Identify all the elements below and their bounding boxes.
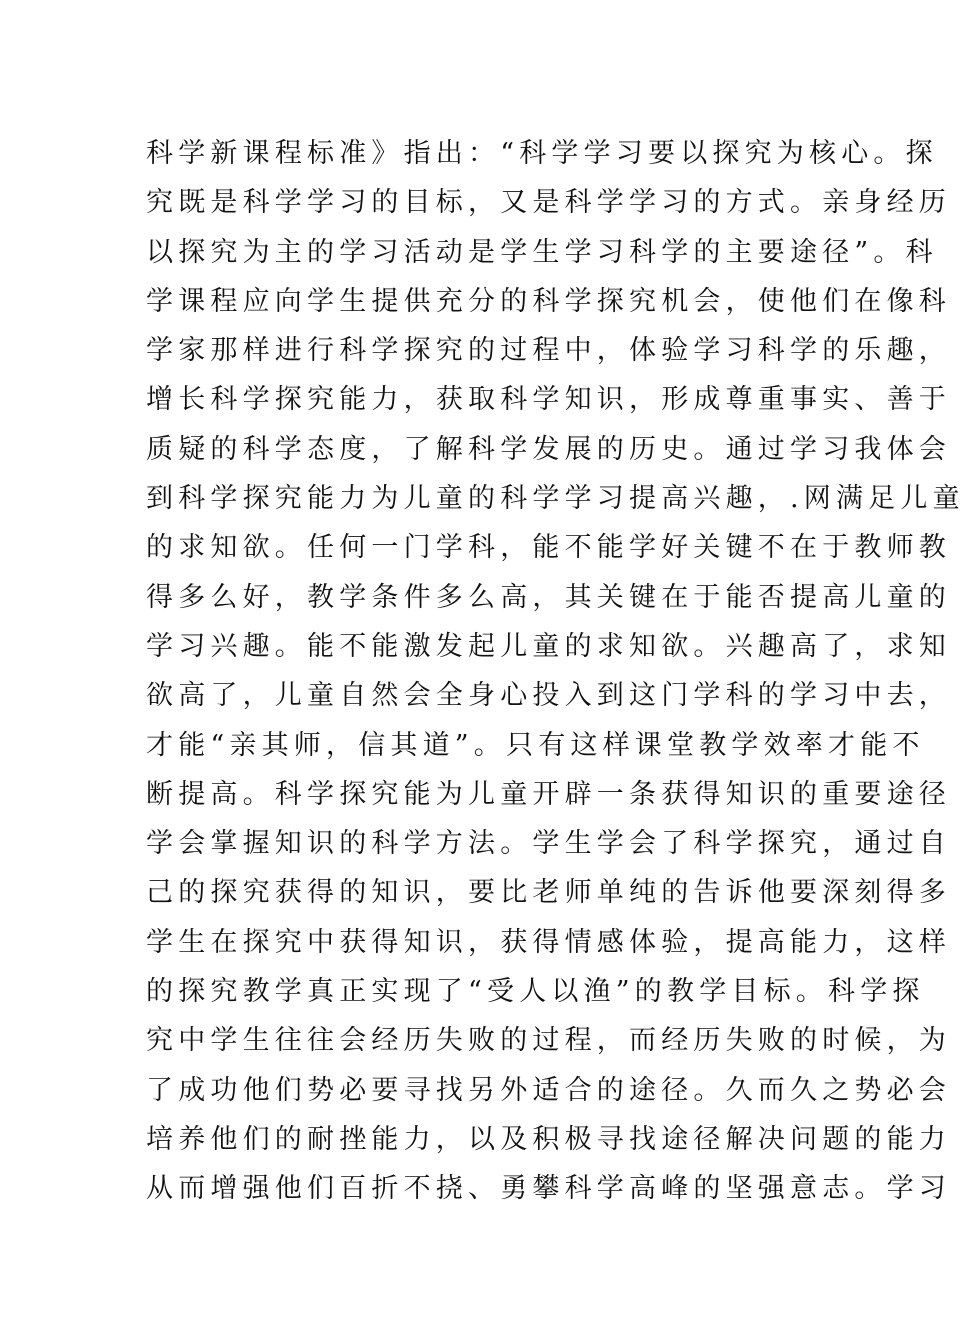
- text-line-22: 从而增强他们百折不挠、勇攀科学高峰的坚强意志。学习: [146, 1173, 951, 1205]
- text-line-1: 科学新课程标准》指出：“科学学习要以探究为核心。探: [146, 138, 938, 169]
- text-line-19: 究中学生往往会经历失败的过程，而经历失败的时候，为: [146, 1025, 951, 1057]
- body-text: [146, 129, 965, 1214]
- text-line-16: 己的探究获得的知识，要比老师单纯的告诉他要深刻得多: [146, 877, 951, 909]
- text-line-8: 到科学探究能力为儿童的科学学习提高兴趣，.网满足儿童: [146, 483, 965, 515]
- text-line-17: 学生在探究中获得知识，获得情感体验，提高能力，这样: [146, 926, 951, 958]
- text-line-20: 了成功他们势必要寻找另外适合的途径。久而久之势必会: [146, 1074, 951, 1106]
- text-line-14: 断提高。科学探究能为儿童开辟一条获得知识的重要途径: [146, 778, 951, 810]
- text-line-10: 得多么好，教学条件多么高，其关键在于能否提高儿童的: [146, 581, 951, 613]
- text-line-7: 质疑的科学态度，了解科学发展的历史。通过学习我体会: [146, 433, 951, 465]
- text-line-12: 欲高了，儿童自然会全身心投入到这门学科的学习中去，: [146, 680, 951, 712]
- text-line-11: 学习兴趣。能不能激发起儿童的求知欲。兴趣高了，求知: [146, 630, 951, 662]
- text-line-15: 学会掌握知识的科学方法。学生学会了科学探究，通过自: [146, 828, 951, 860]
- text-line-4: 学课程应向学生提供充分的科学探究机会，使他们在像科: [146, 285, 951, 317]
- text-line-2: 究既是科学学习的目标，又是科学学习的方式。亲身经历: [146, 187, 951, 219]
- text-line-13: 才能“亲其师，信其道”。只有这样课堂教学效率才能不: [146, 729, 925, 761]
- text-line-3: 以探究为主的学习活动是学生学习科学的主要途径”。科: [146, 236, 938, 268]
- text-line-18: 的探究教学真正实现了“受人以渔”的教学目标。科学探: [146, 976, 925, 1008]
- text-line-5: 学家那样进行科学探究的过程中，体验学习科学的乐趣，: [146, 335, 951, 367]
- text-line-9: 的求知欲。任何一门学科，能不能学好关键不在于教师教: [146, 532, 951, 564]
- text-line-6: 增长科学探究能力，获取科学知识，形成尊重事实、善于: [146, 384, 951, 416]
- text-line-21: 培养他们的耐挫能力，以及积极寻找途径解决问题的能力: [146, 1123, 951, 1155]
